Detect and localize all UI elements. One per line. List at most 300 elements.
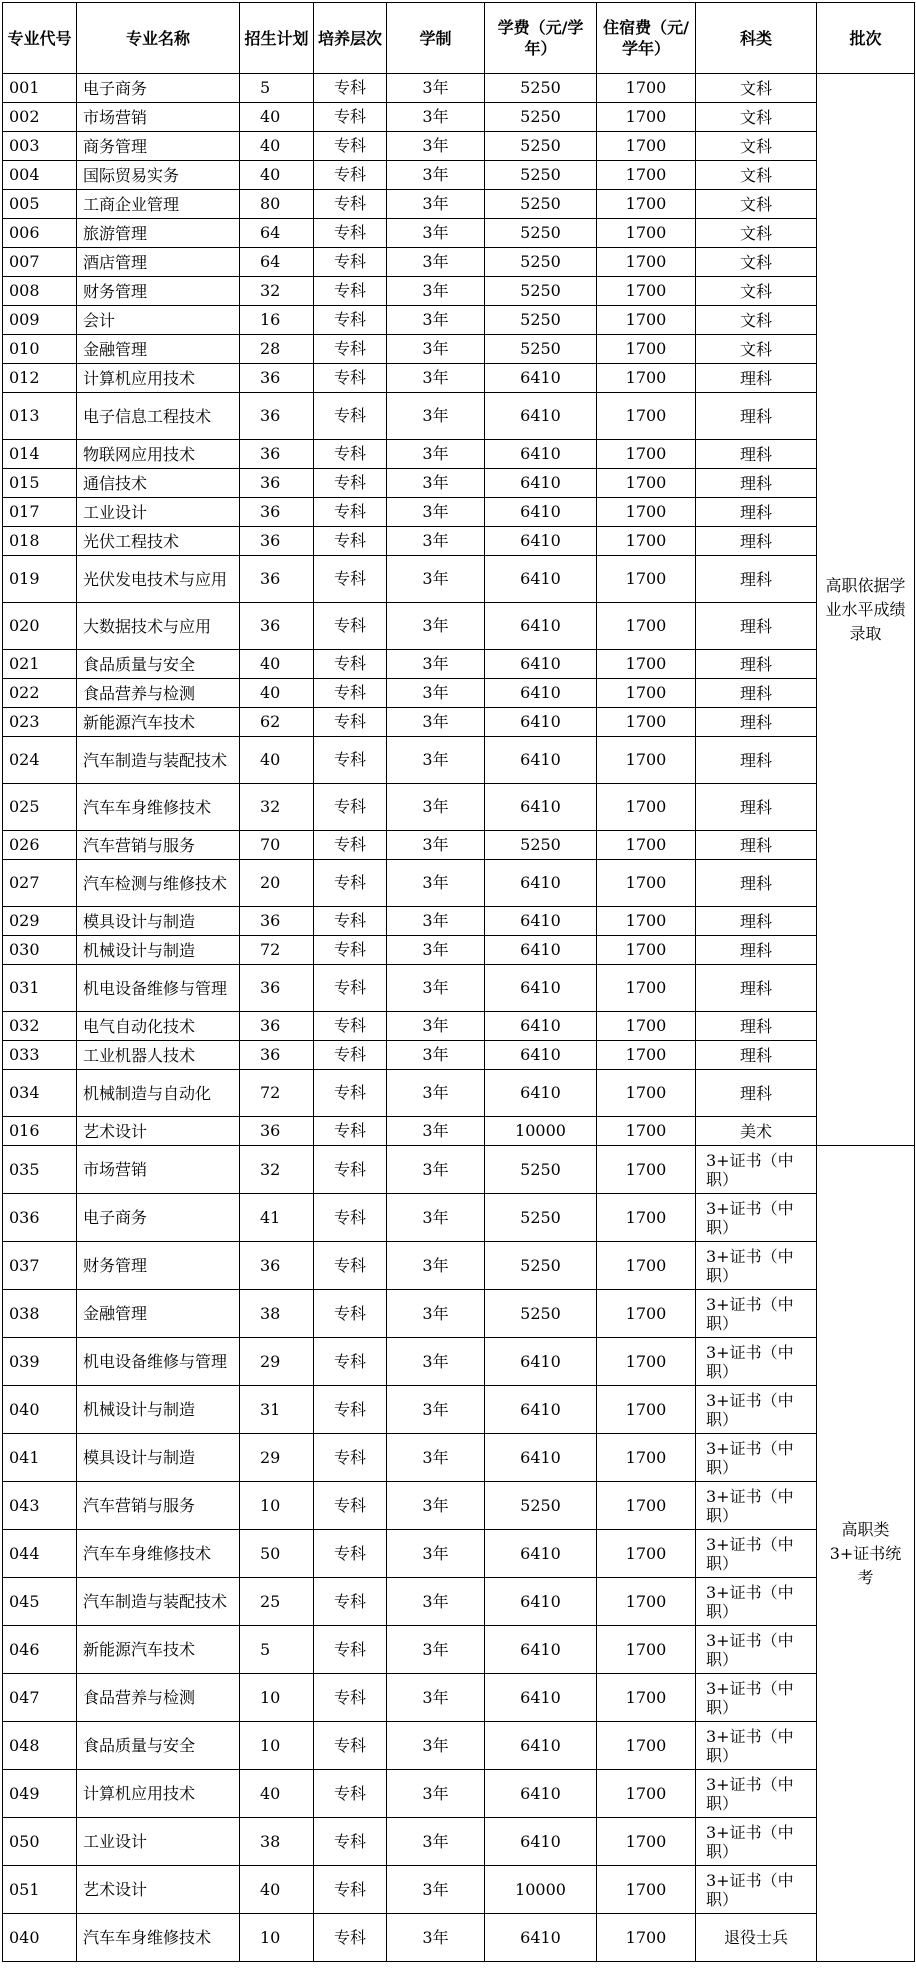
cell-code: 027 — [3, 860, 77, 907]
cell-category: 理科 — [696, 650, 817, 679]
cell-plan: 32 — [240, 1146, 314, 1194]
cell-tuition: 6410 — [485, 527, 597, 556]
cell-name: 市场营销 — [77, 103, 240, 132]
cell-dorm: 1700 — [597, 1578, 696, 1626]
header-level: 培养层次 — [314, 3, 387, 74]
cell-level: 专科 — [314, 708, 387, 737]
cell-category: 3+证书（中职） — [696, 1482, 817, 1530]
cell-category: 3+证书（中职） — [696, 1818, 817, 1866]
table-row — [3, 161, 915, 190]
cell-duration: 3年 — [387, 1722, 485, 1770]
cell-level: 专科 — [314, 527, 387, 556]
cell-code: 041 — [3, 1434, 77, 1482]
cell-duration: 3年 — [387, 440, 485, 469]
cell-category: 理科 — [696, 860, 817, 907]
cell-name: 财务管理 — [77, 277, 240, 306]
cell-plan: 40 — [240, 103, 314, 132]
cell-level: 专科 — [314, 161, 387, 190]
cell-code: 036 — [3, 1194, 77, 1242]
cell-tuition: 6410 — [485, 469, 597, 498]
cell-category: 理科 — [696, 737, 817, 784]
cell-tuition: 6410 — [485, 1530, 597, 1578]
cell-level: 专科 — [314, 364, 387, 393]
cell-duration: 3年 — [387, 469, 485, 498]
cell-level: 专科 — [314, 603, 387, 650]
cell-plan: 36 — [240, 527, 314, 556]
cell-plan: 80 — [240, 190, 314, 219]
cell-dorm: 1700 — [597, 1070, 696, 1117]
cell-name: 食品营养与检测 — [77, 679, 240, 708]
cell-plan: 5 — [240, 1626, 314, 1674]
cell-tuition: 5250 — [485, 219, 597, 248]
cell-duration: 3年 — [387, 556, 485, 603]
cell-level: 专科 — [314, 831, 387, 860]
cell-dorm: 1700 — [597, 679, 696, 708]
cell-tuition: 10000 — [485, 1117, 597, 1146]
cell-name: 机械设计与制造 — [77, 936, 240, 965]
cell-code: 051 — [3, 1866, 77, 1914]
table-row — [3, 737, 915, 784]
cell-duration: 3年 — [387, 784, 485, 831]
cell-duration: 3年 — [387, 708, 485, 737]
cell-plan: 20 — [240, 860, 314, 907]
cell-level: 专科 — [314, 190, 387, 219]
cell-level: 专科 — [314, 965, 387, 1012]
cell-name: 工业设计 — [77, 498, 240, 527]
table-row — [3, 603, 915, 650]
cell-dorm: 1700 — [597, 1012, 696, 1041]
cell-dorm: 1700 — [597, 161, 696, 190]
cell-tuition: 5250 — [485, 1290, 597, 1338]
cell-plan: 36 — [240, 498, 314, 527]
cell-tuition: 6410 — [485, 1674, 597, 1722]
table-row — [3, 1386, 915, 1434]
cell-plan: 5 — [240, 74, 314, 103]
cell-duration: 3年 — [387, 936, 485, 965]
cell-duration: 3年 — [387, 498, 485, 527]
cell-category: 3+证书（中职） — [696, 1770, 817, 1818]
cell-plan: 36 — [240, 965, 314, 1012]
cell-plan: 36 — [240, 393, 314, 440]
table-row — [3, 364, 915, 393]
cell-tuition: 5250 — [485, 190, 597, 219]
cell-level: 专科 — [314, 1041, 387, 1070]
cell-code: 012 — [3, 364, 77, 393]
cell-name: 国际贸易实务 — [77, 161, 240, 190]
cell-plan: 36 — [240, 440, 314, 469]
cell-duration: 3年 — [387, 190, 485, 219]
table-row — [3, 527, 915, 556]
cell-duration: 3年 — [387, 1290, 485, 1338]
cell-duration: 3年 — [387, 161, 485, 190]
cell-dorm: 1700 — [597, 277, 696, 306]
cell-code: 048 — [3, 1722, 77, 1770]
cell-plan: 10 — [240, 1674, 314, 1722]
table-row — [3, 219, 915, 248]
cell-level: 专科 — [314, 335, 387, 364]
cell-category: 理科 — [696, 393, 817, 440]
cell-name: 金融管理 — [77, 335, 240, 364]
cell-level: 专科 — [314, 556, 387, 603]
cell-category: 理科 — [696, 556, 817, 603]
cell-category: 3+证书（中职） — [696, 1146, 817, 1194]
cell-plan: 72 — [240, 1070, 314, 1117]
cell-category: 美术 — [696, 1117, 817, 1146]
cell-level: 专科 — [314, 1070, 387, 1117]
table-row — [3, 679, 915, 708]
cell-tuition: 6410 — [485, 1914, 597, 1962]
cell-dorm: 1700 — [597, 440, 696, 469]
enrollment-plan-table — [2, 2, 915, 1962]
batch-cell-certificate: 高职类3+证书统考 — [817, 1146, 915, 1962]
cell-tuition: 6410 — [485, 965, 597, 1012]
cell-code: 050 — [3, 1818, 77, 1866]
cell-level: 专科 — [314, 1290, 387, 1338]
cell-code: 031 — [3, 965, 77, 1012]
header-duration: 学制 — [387, 3, 485, 74]
cell-category: 3+证书（中职） — [696, 1290, 817, 1338]
cell-plan: 36 — [240, 603, 314, 650]
cell-code: 015 — [3, 469, 77, 498]
cell-tuition: 6410 — [485, 1722, 597, 1770]
cell-level: 专科 — [314, 1722, 387, 1770]
cell-plan: 38 — [240, 1290, 314, 1338]
cell-dorm: 1700 — [597, 1290, 696, 1338]
cell-code: 030 — [3, 936, 77, 965]
cell-name: 模具设计与制造 — [77, 1434, 240, 1482]
table-row — [3, 440, 915, 469]
cell-name: 汽车制造与装配技术 — [77, 1578, 240, 1626]
cell-code: 025 — [3, 784, 77, 831]
cell-dorm: 1700 — [597, 907, 696, 936]
cell-dorm: 1700 — [597, 1530, 696, 1578]
cell-code: 002 — [3, 103, 77, 132]
cell-name: 电气自动化技术 — [77, 1012, 240, 1041]
cell-name: 新能源汽车技术 — [77, 1626, 240, 1674]
cell-category: 理科 — [696, 679, 817, 708]
cell-dorm: 1700 — [597, 1818, 696, 1866]
cell-level: 专科 — [314, 737, 387, 784]
cell-dorm: 1700 — [597, 219, 696, 248]
cell-dorm: 1700 — [597, 1866, 696, 1914]
table-row — [3, 1290, 915, 1338]
cell-category: 理科 — [696, 907, 817, 936]
cell-level: 专科 — [314, 1578, 387, 1626]
table-row — [3, 1770, 915, 1818]
cell-level: 专科 — [314, 1674, 387, 1722]
cell-code: 001 — [3, 74, 77, 103]
cell-dorm: 1700 — [597, 1482, 696, 1530]
cell-dorm: 1700 — [597, 603, 696, 650]
cell-name: 食品质量与安全 — [77, 650, 240, 679]
cell-level: 专科 — [314, 907, 387, 936]
table-row — [3, 1242, 915, 1290]
table-row — [3, 132, 915, 161]
cell-duration: 3年 — [387, 277, 485, 306]
cell-category: 3+证书（中职） — [696, 1242, 817, 1290]
cell-dorm: 1700 — [597, 1242, 696, 1290]
cell-category: 3+证书（中职） — [696, 1338, 817, 1386]
cell-plan: 36 — [240, 1117, 314, 1146]
cell-tuition: 5250 — [485, 1146, 597, 1194]
cell-duration: 3年 — [387, 1338, 485, 1386]
table-row — [3, 1530, 915, 1578]
cell-tuition: 5250 — [485, 1194, 597, 1242]
cell-name: 汽车检测与维修技术 — [77, 860, 240, 907]
table-row — [3, 1434, 915, 1482]
cell-duration: 3年 — [387, 248, 485, 277]
header-name: 专业名称 — [77, 3, 240, 74]
cell-code: 005 — [3, 190, 77, 219]
cell-duration: 3年 — [387, 1482, 485, 1530]
cell-code: 032 — [3, 1012, 77, 1041]
cell-tuition: 6410 — [485, 708, 597, 737]
table-row — [3, 650, 915, 679]
cell-duration: 3年 — [387, 1530, 485, 1578]
cell-code: 040 — [3, 1386, 77, 1434]
cell-name: 工商企业管理 — [77, 190, 240, 219]
cell-code: 021 — [3, 650, 77, 679]
cell-tuition: 5250 — [485, 132, 597, 161]
table-row — [3, 1866, 915, 1914]
cell-dorm: 1700 — [597, 1338, 696, 1386]
cell-duration: 3年 — [387, 1674, 485, 1722]
cell-tuition: 6410 — [485, 737, 597, 784]
cell-code: 010 — [3, 335, 77, 364]
table-row — [3, 1818, 915, 1866]
cell-code: 035 — [3, 1146, 77, 1194]
cell-plan: 16 — [240, 306, 314, 335]
cell-category: 文科 — [696, 277, 817, 306]
cell-dorm: 1700 — [597, 1770, 696, 1818]
cell-duration: 3年 — [387, 219, 485, 248]
cell-tuition: 6410 — [485, 1770, 597, 1818]
cell-name: 计算机应用技术 — [77, 1770, 240, 1818]
cell-level: 专科 — [314, 679, 387, 708]
cell-tuition: 5250 — [485, 831, 597, 860]
cell-level: 专科 — [314, 1914, 387, 1962]
cell-level: 专科 — [314, 1338, 387, 1386]
cell-duration: 3年 — [387, 74, 485, 103]
table-row — [3, 1674, 915, 1722]
cell-dorm: 1700 — [597, 1722, 696, 1770]
cell-level: 专科 — [314, 650, 387, 679]
table-row — [3, 393, 915, 440]
cell-name: 模具设计与制造 — [77, 907, 240, 936]
cell-plan: 41 — [240, 1194, 314, 1242]
cell-level: 专科 — [314, 306, 387, 335]
cell-tuition: 5250 — [485, 103, 597, 132]
cell-code: 026 — [3, 831, 77, 860]
cell-name: 会计 — [77, 306, 240, 335]
cell-category: 文科 — [696, 219, 817, 248]
cell-plan: 29 — [240, 1338, 314, 1386]
cell-duration: 3年 — [387, 831, 485, 860]
cell-dorm: 1700 — [597, 1626, 696, 1674]
cell-dorm: 1700 — [597, 965, 696, 1012]
cell-duration: 3年 — [387, 603, 485, 650]
cell-tuition: 10000 — [485, 1866, 597, 1914]
cell-plan: 40 — [240, 679, 314, 708]
cell-duration: 3年 — [387, 1914, 485, 1962]
cell-duration: 3年 — [387, 1386, 485, 1434]
cell-name: 食品质量与安全 — [77, 1722, 240, 1770]
cell-dorm: 1700 — [597, 1434, 696, 1482]
cell-category: 3+证书（中职） — [696, 1722, 817, 1770]
cell-name: 机电设备维修与管理 — [77, 965, 240, 1012]
cell-dorm: 1700 — [597, 936, 696, 965]
cell-plan: 70 — [240, 831, 314, 860]
cell-category: 文科 — [696, 74, 817, 103]
cell-name: 物联网应用技术 — [77, 440, 240, 469]
cell-tuition: 6410 — [485, 364, 597, 393]
cell-level: 专科 — [314, 1866, 387, 1914]
cell-dorm: 1700 — [597, 1674, 696, 1722]
cell-plan: 28 — [240, 335, 314, 364]
cell-tuition: 6410 — [485, 1386, 597, 1434]
table-row — [3, 1482, 915, 1530]
cell-duration: 3年 — [387, 679, 485, 708]
cell-duration: 3年 — [387, 1434, 485, 1482]
table-row — [3, 306, 915, 335]
cell-dorm: 1700 — [597, 103, 696, 132]
cell-plan: 29 — [240, 1434, 314, 1482]
cell-duration: 3年 — [387, 737, 485, 784]
cell-code: 019 — [3, 556, 77, 603]
table-row — [3, 831, 915, 860]
cell-tuition: 6410 — [485, 1338, 597, 1386]
cell-level: 专科 — [314, 860, 387, 907]
cell-duration: 3年 — [387, 335, 485, 364]
cell-name: 艺术设计 — [77, 1866, 240, 1914]
cell-name: 商务管理 — [77, 132, 240, 161]
cell-category: 理科 — [696, 784, 817, 831]
cell-code: 047 — [3, 1674, 77, 1722]
table-row — [3, 1117, 915, 1146]
cell-name: 光伏发电技术与应用 — [77, 556, 240, 603]
cell-code: 020 — [3, 603, 77, 650]
table-row — [3, 335, 915, 364]
cell-level: 专科 — [314, 132, 387, 161]
cell-code: 004 — [3, 161, 77, 190]
cell-code: 022 — [3, 679, 77, 708]
cell-category: 理科 — [696, 965, 817, 1012]
table-row — [3, 860, 915, 907]
cell-name: 大数据技术与应用 — [77, 603, 240, 650]
cell-plan: 40 — [240, 132, 314, 161]
cell-category: 理科 — [696, 469, 817, 498]
cell-code: 029 — [3, 907, 77, 936]
cell-name: 汽车营销与服务 — [77, 831, 240, 860]
table-row — [3, 1914, 915, 1962]
cell-plan: 50 — [240, 1530, 314, 1578]
cell-level: 专科 — [314, 784, 387, 831]
cell-name: 机械制造与自动化 — [77, 1070, 240, 1117]
cell-name: 工业设计 — [77, 1818, 240, 1866]
cell-code: 046 — [3, 1626, 77, 1674]
cell-duration: 3年 — [387, 132, 485, 161]
cell-tuition: 6410 — [485, 679, 597, 708]
cell-tuition: 5250 — [485, 277, 597, 306]
cell-duration: 3年 — [387, 364, 485, 393]
cell-name: 电子商务 — [77, 74, 240, 103]
cell-level: 专科 — [314, 103, 387, 132]
table-row — [3, 469, 915, 498]
cell-plan: 64 — [240, 219, 314, 248]
cell-level: 专科 — [314, 469, 387, 498]
table-row — [3, 556, 915, 603]
cell-code: 033 — [3, 1041, 77, 1070]
cell-name: 机械设计与制造 — [77, 1386, 240, 1434]
cell-tuition: 6410 — [485, 498, 597, 527]
cell-name: 电子信息工程技术 — [77, 393, 240, 440]
cell-name: 汽车制造与装配技术 — [77, 737, 240, 784]
cell-name: 汽车车身维修技术 — [77, 1530, 240, 1578]
table-row — [3, 103, 915, 132]
cell-duration: 3年 — [387, 103, 485, 132]
cell-level: 专科 — [314, 74, 387, 103]
cell-duration: 3年 — [387, 650, 485, 679]
cell-tuition: 5250 — [485, 74, 597, 103]
cell-dorm: 1700 — [597, 708, 696, 737]
cell-duration: 3年 — [387, 1041, 485, 1070]
cell-dorm: 1700 — [597, 335, 696, 364]
cell-dorm: 1700 — [597, 650, 696, 679]
cell-duration: 3年 — [387, 1818, 485, 1866]
cell-level: 专科 — [314, 1770, 387, 1818]
cell-tuition: 5250 — [485, 335, 597, 364]
cell-category: 文科 — [696, 190, 817, 219]
table-header-row — [3, 3, 915, 74]
cell-category: 3+证书（中职） — [696, 1530, 817, 1578]
cell-name: 酒店管理 — [77, 248, 240, 277]
cell-duration: 3年 — [387, 1012, 485, 1041]
cell-dorm: 1700 — [597, 737, 696, 784]
cell-plan: 10 — [240, 1722, 314, 1770]
cell-code: 023 — [3, 708, 77, 737]
cell-name: 汽车车身维修技术 — [77, 784, 240, 831]
cell-name: 电子商务 — [77, 1194, 240, 1242]
table-row — [3, 498, 915, 527]
cell-tuition: 6410 — [485, 650, 597, 679]
cell-plan: 36 — [240, 469, 314, 498]
cell-duration: 3年 — [387, 1626, 485, 1674]
cell-dorm: 1700 — [597, 1386, 696, 1434]
cell-name: 通信技术 — [77, 469, 240, 498]
cell-plan: 31 — [240, 1386, 314, 1434]
table-row — [3, 1041, 915, 1070]
cell-level: 专科 — [314, 1242, 387, 1290]
cell-tuition: 6410 — [485, 1041, 597, 1070]
cell-category: 理科 — [696, 498, 817, 527]
cell-name: 旅游管理 — [77, 219, 240, 248]
cell-category: 3+证书（中职） — [696, 1674, 817, 1722]
cell-dorm: 1700 — [597, 1194, 696, 1242]
cell-category: 文科 — [696, 103, 817, 132]
table-row — [3, 248, 915, 277]
cell-plan: 36 — [240, 907, 314, 936]
cell-tuition: 6410 — [485, 603, 597, 650]
cell-level: 专科 — [314, 1386, 387, 1434]
header-dorm: 住宿费（元/学年） — [597, 3, 696, 74]
cell-plan: 72 — [240, 936, 314, 965]
cell-duration: 3年 — [387, 1242, 485, 1290]
cell-duration: 3年 — [387, 393, 485, 440]
cell-level: 专科 — [314, 440, 387, 469]
cell-dorm: 1700 — [597, 364, 696, 393]
cell-level: 专科 — [314, 1012, 387, 1041]
cell-tuition: 6410 — [485, 1626, 597, 1674]
